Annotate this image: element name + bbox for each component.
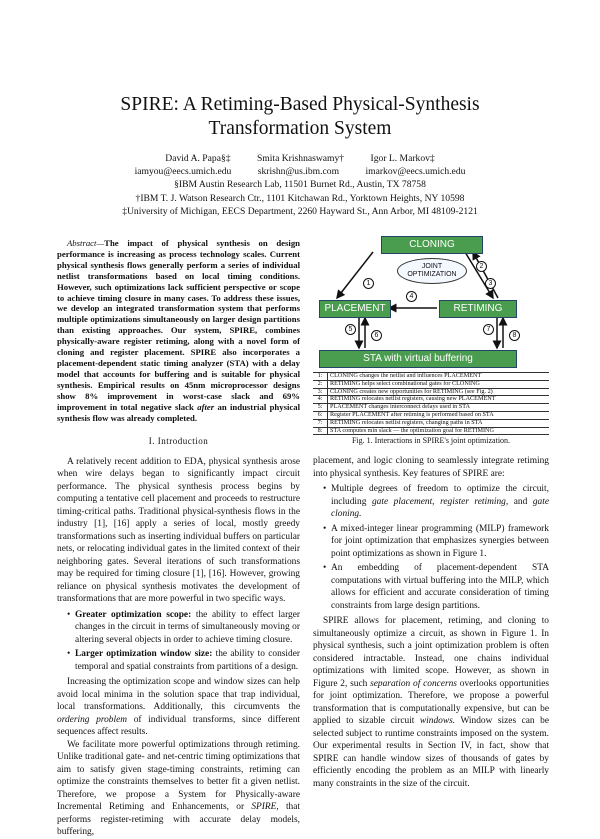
bullet-head: Larger optimization window size:: [75, 649, 213, 660]
left-column: [57, 238, 300, 839]
abstract-after: after: [197, 401, 215, 412]
arrow-label-1: 1: [363, 278, 374, 289]
author-email: iamyou@eecs.umich.edu: [134, 166, 232, 178]
intro-paragraph: A relatively recent addition to EDA, physical synthesis arose when wire delays began to significantly impact circuit performance. The physical synthesis process begins by computing a tentative cell placement and proceeds to restructure timing-critical paths. Traditional physical-synthesis flows in the industry [1], [16] apply a series of local, mostly greedy transformations such as inserting individual buffers on particular nets, or relocating individual gates in the limited context of their neighboring gates. Several iterations of such transformations may be required for timing closure [1], [16]. However, growing reliance on physical synthesis motivates the development of transformations that are more powerful in two specific ways.: [57, 456, 300, 605]
bullet-text: the ability to consider temporal and spatial constraints from partitions of a design.: [75, 649, 301, 672]
arrow-label-3: 3: [485, 278, 496, 289]
paper-title: [0, 93, 600, 141]
affiliation: ‡University of Michigan, EECS Department, 2260 Hayward St., Ann Arbor, MI 48109-2121: [122, 205, 478, 217]
list-item: [67, 609, 300, 647]
intro-bullets: [57, 609, 300, 674]
table-row: 3: CLONING creates new opportunities for RETIMING (see Fig. 2): [313, 388, 549, 396]
joint-optimization-ellipse: JOINT OPTIMIZATION: [397, 258, 467, 284]
retiming-box: RETIMING: [439, 300, 517, 318]
list-item: • An embedding of placement-dependent STA computations with virtual buffering into the MILP, which allows for efficient and accurate consideration of timing constraints from large design partitions.: [323, 562, 549, 612]
figure-1-diagram: [313, 232, 549, 372]
table-row: 8: STA computes min slack — the optimization goal for RETIMING: [313, 427, 549, 435]
bullet-text: the ability to effect larger changes in the circuit in terms of simultaneously moving or altering several objects in order to achieve timing closure.: [75, 609, 301, 645]
abstract: [57, 238, 300, 423]
list-item: • A mixed-integer linear programming (MILP) framework for joint optimization that emphasizes synergies between point optimizations as shown in Figure 1.: [323, 523, 549, 561]
table-row: 2: RETIMING helps select combinational gates for CLONING: [313, 380, 549, 388]
abstract-label: Abstract—: [67, 238, 105, 248]
sta-box: STA with virtual buffering: [319, 350, 517, 368]
affiliation: †IBM T. J. Watson Research Ctr., 1101 Kitchawan Rd., Yorktown Heights, NY 10598: [135, 192, 465, 204]
table-row: 5: PLACEMENT changes interconnect delays used in STA: [313, 404, 549, 412]
arrow-label-7: 7: [483, 324, 494, 335]
bullet-head: Greater optimization scope:: [75, 609, 192, 620]
title-line-2: Transformation System: [208, 118, 392, 139]
section-heading: I. Introduction: [148, 436, 209, 447]
list-item: • Multiple degrees of freedom to optimize the circuit, including gate placement, register retiming, and gate cloning.: [323, 483, 549, 521]
author-emails: [0, 165, 600, 178]
table-row: 1: CLONING changes the netlist and influences PLACEMENT: [313, 373, 549, 381]
author-block: [0, 152, 600, 218]
author-name: David A. Papa§‡: [165, 153, 231, 164]
abstract-end: an industrial physical synthesis flow was already completed.: [57, 401, 301, 423]
author-name: Igor L. Markov‡: [370, 153, 435, 164]
feature-bullets: [313, 483, 549, 612]
paragraph: SPIRE allows for placement, retiming, and cloning to simultaneously optimize a circuit, as shown in Figure 1. In physical synthesis, such a joint optimization problem is often considered intractable. Instead, one chains individual optimizations with limited scope. However, as shown in Figure 2, such separation of concerns overlooks opportunities for joint optimization. Therefore, we propose a powerful transformation that is computationally expensive, but can be applied to sizable circuit windows. Window sizes can be selected subject to runtime constraints imposed on the system. Our experimental results in Section IV, in fact, show that SPIRE can handle window sizes of thousands of gates by efficiently encoding the problem as an MILP with linearly many constraints in the size of the circuit.: [313, 616, 550, 789]
right-column: [313, 455, 549, 790]
affiliation: §IBM Austin Research Lab, 11501 Burnet Rd., Austin, TX 78758: [174, 179, 426, 191]
paragraph: placement, and logic cloning to seamlessly integrate retiming into physical synthesis. Key features of SPIRE are:: [313, 456, 549, 479]
author-names: [0, 152, 600, 165]
title-line-1: SPIRE: A Retiming-Based Physical-Synthesis: [120, 94, 480, 115]
arrow-label-4: 4: [406, 291, 417, 302]
arrow-label-6: 6: [371, 330, 382, 341]
table-row: 4: RETIMING relocates netlist registers, causing new PLACEMENT: [313, 396, 549, 404]
cloning-box: CLONING: [381, 236, 483, 254]
author-email: skrishn@us.ibm.com: [257, 166, 340, 178]
abstract-text: The impact of physical synthesis on design performance is increasing as process technology scales. Current physical synthesis flows generally perform a series of individual netlist transformations based on local timing conditions. However, such optimizations lack sufficient perspective or scope to achieve timing closure in many cases. To address these issues, we develop an integrated transformation system that performs multiple optimizations simultaneously on larger design partitions than existing approaches. Our system, SPIRE, combines physically-aware register retiming, along with a novel form of cloning and register placement. SPIRE also incorporates a placement-dependent static timing analyzer (STA) with a delay model that accounts for buffering and is suitable for physical synthesis. Empirical results on 45nm microprocessor designs show 8% improvement in worst-case slack and 69% improvement in total negative slack: [57, 238, 300, 412]
arrow-label-5: 5: [345, 324, 356, 335]
author-name: Smita Krishnaswamy†: [256, 153, 345, 164]
figure-legend-table: [313, 372, 549, 435]
figure-caption: Fig. 1. Interactions in SPIRE's joint optimization.: [351, 436, 511, 445]
arrow-label-2: 2: [476, 261, 487, 272]
arrow-label-8: 8: [509, 330, 520, 341]
intro-paragraph: Increasing the optimization scope and window sizes can help avoid local minima in the solution space that trap individual, local transformations. Additionally, this circumvents the ordering problem of individual transforms, since different sequences affect results.: [57, 677, 300, 738]
intro-paragraph: We facilitate more powerful optimizations through retiming. Unlike traditional gate- and net-centric timing optimizations that aim to satisfy given stage-timing constraints, retiming can optimize the constraints themselves to better fit a given netlist. Therefore, we propose a System for Physically-aware Incremental Retiming and Enhancements, or SPIRE, that performs register-retiming with accurate delay models, buffering,: [57, 739, 301, 838]
table-row: 6: Register PLACEMENT after retiming is performed based on STA: [313, 411, 549, 419]
author-email: imarkov@eecs.umich.edu: [365, 166, 466, 178]
placement-box: PLACEMENT: [319, 300, 391, 318]
list-item: [67, 648, 300, 673]
table-row: 7: RETIMING relocates netlist registers, changing paths in STA: [313, 419, 549, 427]
